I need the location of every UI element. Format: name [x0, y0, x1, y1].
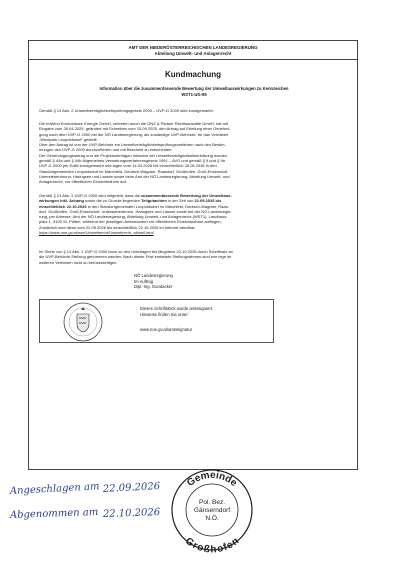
text-line: Standortgemeinden Leopoldsdorf im Marchfeld, Deutsch-Wagram, Raasdorf, Großhofen, Groß-Enzersdorf,: [39, 168, 229, 174]
document-title: Kundmachung: [165, 70, 221, 79]
lower-austria-seal-icon: [48, 301, 118, 343]
text-line: Zusätzlich sind diese vom 22.09.2026 bis einschließlich 22.10.2026 im Internet abrufbar:: [39, 224, 196, 230]
text-line: weiteren Verfahren nicht zu berücksichtigen.: [39, 259, 118, 265]
paragraph-application: [39, 121, 349, 185]
stamp-bottom-text: Großhofen: [183, 535, 242, 554]
signature-signer: Dipl.-Ing. Gundacker: [134, 284, 173, 290]
signature-authority: NÖ Landesregierung: [134, 273, 173, 278]
text-line: Die ImWind Erneuerbare Energie GmbH, vertreten durch die ONZ & Partner Rechtsanwälte GmbH, hat mit: [39, 121, 228, 126]
signature-notice-line1: Dieses Schriftstück wurde amtssigniert.: [140, 306, 214, 311]
signature-notice: [140, 306, 213, 317]
intro-sentence: Gemäß § 13 Abs. 2 Umweltverträglichkeitsprüfungsgesetz 2000 – UVP-G 2000 wird kundgemacht:: [39, 108, 214, 113]
document-link[interactable]: https://www.noe.gv.at/noe/Umweltrecht/Umweltrecht_aktuell.html: [39, 230, 154, 236]
text-line: UVP-G 2000 per Edikt kundgemacht und lagen vom 14.04.2026 bis einschließlich 28.05.2026 in den: [39, 163, 217, 169]
authority-department: Abteilung Umwelt- und Anlagenrecht: [154, 51, 232, 56]
text-line: gemäß § 44a und § 44b Allgemeines Verwaltungsverfahrensgesetz 1991 – AVG und gemäß § 9 und § 9a: [39, 158, 225, 164]
handwritten-posting-notes: [8, 478, 173, 528]
authority-header: [29, 41, 357, 57]
text-line: Eingabe vom 28.04.2025, geändert mit Schreiben vom 15.09.2025, den Antrag auf Erteilung einer Genehmi-: [39, 126, 231, 132]
text-line: Im Sinne von § 14 Abs. 1 UVP-G 2000 kann zu den Unterlagen bis längstens 22.10.2026 durch Schriftsatz an: [39, 249, 233, 254]
text-line: dorf, Großhofen, Groß-Enzersdorf, Untersiebenbrunn, Haringsee und Lassee sowie bei der NÖ Landesregie-: [39, 208, 232, 214]
stamp-district-name: Gänserndorf: [193, 507, 231, 514]
text-line: mungen des UVP-G 2000 durchzuführen und mit Bescheid zu entscheiden.: [39, 147, 173, 153]
stamp-top-text: Gemeinde: [185, 469, 240, 489]
text-line: einschließlich 22.10.2026 in den Standortgemeinden Leopoldsdorf im Marchfeld, Deutsch-Wagram, Raas-: [39, 203, 229, 209]
text-line: die UVP-Behörde Stellung genommen werden. Nach dieser Frist erstattete Stellungnahmen sind exe lege im: [39, 254, 232, 260]
text-line: Der Genehmigungsantrag und die Projektunterlagen inklusive der Umweltverträglichkeitserklärung wurden: [39, 152, 228, 158]
municipal-stamp: [168, 466, 256, 554]
signature-notice-line2: Hinweise finden Sie unter:: [140, 311, 189, 317]
paragraph-assessment: [39, 193, 349, 235]
handwritten-removed-note: Abgenommen am: [9, 506, 99, 521]
subject-line-2: WST1-UG-95: [181, 92, 207, 97]
text-line: rung, per Adresse: Amt der NÖ Landesregierung, Abteilung Umwelt- und Anlagenrecht (WST1), Landhaus-: [39, 214, 228, 220]
text-line: Gemäß § 13 Abs. 2 UVP-G 2000 wird mitgeteilt, dass die zusammenfassende Bewertung der Umweltaus-: [39, 193, 232, 198]
signature-block: [134, 273, 173, 290]
text-line: wirkungen inkl. Anhang sowie die zu Grunde liegenden Teilgutachten in der Zeit von 22.09.2026 bis: [39, 198, 222, 204]
text-line: „Windpark Leopoldsdorf“ gestellt.: [39, 136, 98, 142]
handwritten-posted-note: Angeschlagen am: [9, 481, 100, 497]
subject-line-1: Information über die zusammenfassende Bewertung der Umweltauswirkungen zu Kennzeichen: [99, 86, 289, 91]
paragraph-statement-deadline: [39, 249, 349, 265]
text-line: gung nach dem UVP-G 2000 bei der NÖ Landesregierung, als zuständige UVP-Behörde, für das Vorhaben: [39, 131, 229, 137]
handwritten-posted-date: 22.09.2026: [102, 481, 161, 495]
official-signature-box: [39, 299, 274, 343]
stamp-district-label: Pol. Bez.: [198, 499, 226, 506]
text-line: platz 1, 3109 St. Pölten, während der jeweiligen Amtsstunden zur öffentlichen Einsichtnahme aufliegen.: [39, 219, 222, 225]
authority-name: AMT DER NIEDERÖSTERREICHISCHEN LANDESREGIERUNG: [128, 45, 258, 50]
text-line: Untersiebenbrunn, Haringsee und Lassee sowie beim Amt der NÖ Landesregierung, Abteilung Umwelt- und: [39, 173, 230, 179]
text-line: Über den Antrag ist von der UVP-Behörde ein Umweltverträglichkeitsprüfungsverfahren nach den Bestim-: [39, 142, 226, 148]
signature-url[interactable]: www.noe.gv.at/amtssignatur: [140, 327, 193, 332]
text-line: Anlagenrecht, zur öffentlichen Einsichtnahme auf.: [39, 179, 127, 185]
stamp-state: N.Ö.: [205, 515, 219, 522]
document-sheet: [28, 40, 358, 470]
handwritten-removed-date: 22.10.2026: [102, 507, 161, 520]
header-divider: [29, 59, 357, 60]
signature-mandate: Im Auftrag: [134, 278, 154, 284]
